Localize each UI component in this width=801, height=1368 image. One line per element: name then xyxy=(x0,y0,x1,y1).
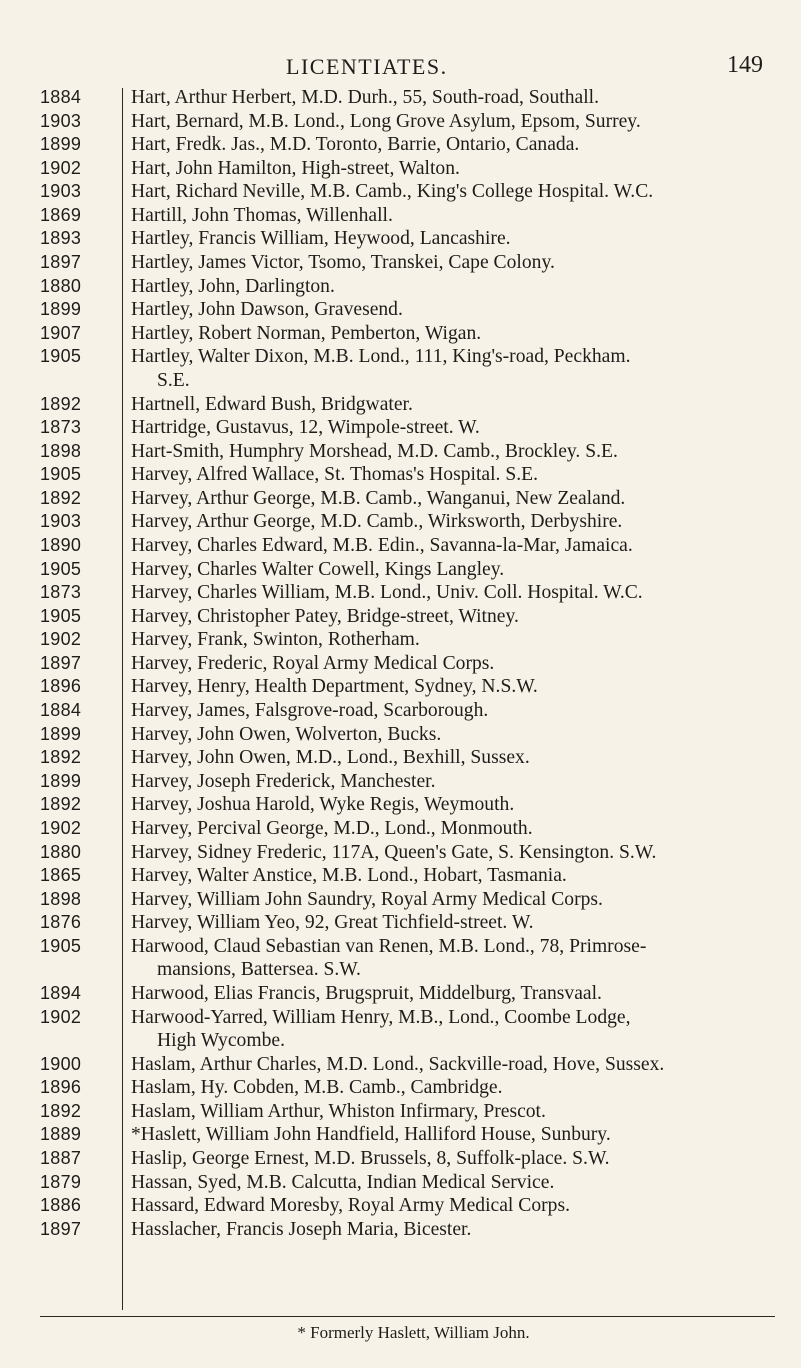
entry-text: Harvey, William John Saundry, Royal Army Medical Corps. xyxy=(131,888,603,910)
entry-line xyxy=(0,1053,801,1077)
entry-line xyxy=(0,1147,801,1171)
list-item xyxy=(0,322,801,346)
entry-year: 1902 xyxy=(40,629,82,650)
entry-text: Hartley, Robert Norman, Pemberton, Wigan. xyxy=(131,322,482,344)
entry-year: 1900 xyxy=(40,1053,82,1074)
entry-text: Hart, Richard Neville, M.B. Camb., King's College Hospital. W.C. xyxy=(131,181,654,203)
entry-year: 1902 xyxy=(40,817,82,838)
entry-text: Hartnell, Edward Bush, Bridgwater. xyxy=(131,393,413,415)
entry-year: 1890 xyxy=(40,534,82,555)
entry-text: Hartley, James Victor, Tsomo, Transkei, Cape Colony. xyxy=(131,252,555,274)
entry-line xyxy=(0,888,801,912)
entry-year: 1899 xyxy=(40,299,82,320)
list-item xyxy=(0,1123,801,1147)
list-item xyxy=(0,675,801,699)
list-item xyxy=(0,416,801,440)
entry-text: Hartley, Francis William, Heywood, Lancashire. xyxy=(131,228,511,250)
list-item xyxy=(0,770,801,794)
entry-year: 1880 xyxy=(40,841,82,862)
list-item xyxy=(0,841,801,865)
running-head: LICENTIATES. xyxy=(286,54,448,79)
entry-line xyxy=(0,416,801,440)
entry-text: Harvey, James, Falsgrove-road, Scarborough. xyxy=(131,700,489,722)
list-item xyxy=(0,510,801,534)
entry-year: 1907 xyxy=(40,322,82,343)
entry-year: 1905 xyxy=(40,558,82,579)
entry-text: Haslip, George Ernest, M.D. Brussels, 8, Suffolk-place. S.W. xyxy=(131,1148,610,1170)
entry-year: 1873 xyxy=(40,417,82,438)
entry-line xyxy=(0,1123,801,1147)
entry-year: 1873 xyxy=(40,582,82,603)
entry-line xyxy=(0,935,801,959)
list-item xyxy=(0,864,801,888)
entry-text: Hartley, John Dawson, Gravesend. xyxy=(131,299,403,321)
entry-text: Harwood, Elias Francis, Brugspruit, Middelburg, Transvaal. xyxy=(131,982,602,1004)
entry-text: Harwood-Yarred, William Henry, M.B., Lond., Coombe Lodge, xyxy=(131,1006,631,1028)
entry-year: 1892 xyxy=(40,1100,82,1121)
list-item xyxy=(0,463,801,487)
footnote: * Formerly Haslett, William John. xyxy=(297,1323,530,1342)
entry-text: Harvey, Joshua Harold, Wyke Regis, Weymouth. xyxy=(131,794,515,816)
entry-year: 1903 xyxy=(40,181,82,202)
list-item xyxy=(0,888,801,912)
entry-line xyxy=(0,227,801,251)
entry-year: 1903 xyxy=(40,511,82,532)
entry-line xyxy=(0,723,801,747)
entry-year: 1897 xyxy=(40,252,82,273)
entry-year: 1892 xyxy=(40,747,82,768)
entry-line xyxy=(0,86,801,110)
list-item xyxy=(0,204,801,228)
entry-year: 1899 xyxy=(40,723,82,744)
entry-text: Hartley, John, Darlington. xyxy=(131,275,335,297)
list-item xyxy=(0,1006,801,1053)
entry-text: Harvey, Arthur George, M.D. Camb., Wirksworth, Derbyshire. xyxy=(131,511,623,533)
entry-year: 1865 xyxy=(40,865,82,886)
list-item xyxy=(0,793,801,817)
entry-line xyxy=(0,841,801,865)
entry-line xyxy=(0,558,801,582)
entry-year: 1879 xyxy=(40,1171,82,1192)
list-item xyxy=(0,345,801,392)
entry-line xyxy=(0,440,801,464)
entry-text: Harvey, Percival George, M.D., Lond., Monmouth. xyxy=(131,817,533,839)
list-item xyxy=(0,699,801,723)
entry-text: Harvey, Alfred Wallace, St. Thomas's Hospital. S.E. xyxy=(131,464,538,486)
entry-year: 1898 xyxy=(40,888,82,909)
entry-year: 1899 xyxy=(40,770,82,791)
list-item xyxy=(0,1171,801,1195)
entry-text: Harvey, John Owen, Wolverton, Bucks. xyxy=(131,723,442,745)
entry-line xyxy=(0,393,801,417)
entry-line xyxy=(0,110,801,134)
entry-year: 1903 xyxy=(40,110,82,131)
entry-line xyxy=(0,628,801,652)
list-item xyxy=(0,1218,801,1242)
entry-line xyxy=(0,133,801,157)
list-item xyxy=(0,227,801,251)
entry-year: 1892 xyxy=(40,794,82,815)
entry-text: Hasslacher, Francis Joseph Maria, Bicester. xyxy=(131,1218,472,1240)
list-item xyxy=(0,628,801,652)
entry-text: High Wycombe. xyxy=(157,1030,285,1052)
list-item xyxy=(0,180,801,204)
entry-text: Harvey, Charles William, M.B. Lond., Univ. Coll. Hospital. W.C. xyxy=(131,582,643,604)
list-item xyxy=(0,86,801,110)
entry-text: Hartley, Walter Dixon, M.B. Lond., 111, King's-road, Peckham. xyxy=(131,346,631,368)
list-item xyxy=(0,157,801,181)
entry-text: Hart, Fredk. Jas., M.D. Toronto, Barrie, Ontario, Canada. xyxy=(131,134,580,156)
entry-text: Harvey, John Owen, M.D., Lond., Bexhill, Sussex. xyxy=(131,747,530,769)
entry-year: 1898 xyxy=(40,440,82,461)
entry-year: 1886 xyxy=(40,1195,82,1216)
entry-year: 1897 xyxy=(40,652,82,673)
entry-text: Hartill, John Thomas, Willenhall. xyxy=(131,204,393,226)
list-item xyxy=(0,581,801,605)
entry-text: Harvey, Christopher Patey, Bridge-street, Witney. xyxy=(131,605,519,627)
entry-line xyxy=(0,1100,801,1124)
list-item xyxy=(0,723,801,747)
list-item xyxy=(0,746,801,770)
list-item xyxy=(0,911,801,935)
entry-text: Hartridge, Gustavus, 12, Wimpole-street. W. xyxy=(131,417,480,439)
entry-line xyxy=(0,1194,801,1218)
entry-continuation-line xyxy=(0,958,801,982)
page-number: 149 xyxy=(727,52,763,78)
entry-line xyxy=(0,204,801,228)
list-item xyxy=(0,393,801,417)
list-item xyxy=(0,298,801,322)
entry-line xyxy=(0,322,801,346)
footnote-rule xyxy=(40,1316,775,1317)
entry-line xyxy=(0,675,801,699)
entry-line xyxy=(0,699,801,723)
entry-text: Harvey, Frederic, Royal Army Medical Corps. xyxy=(131,652,495,674)
entry-text: Harvey, Frank, Swinton, Rotherham. xyxy=(131,629,420,651)
entry-text: Hassard, Edward Moresby, Royal Army Medical Corps. xyxy=(131,1195,570,1217)
list-item xyxy=(0,251,801,275)
entry-year: 1894 xyxy=(40,982,82,1003)
entry-line xyxy=(0,345,801,369)
entry-continuation-line xyxy=(0,1029,801,1053)
list-item xyxy=(0,487,801,511)
entry-line xyxy=(0,793,801,817)
entry-year: 1893 xyxy=(40,228,82,249)
entry-line xyxy=(0,911,801,935)
entry-line xyxy=(0,1171,801,1195)
list-item xyxy=(0,1147,801,1171)
list-item xyxy=(0,275,801,299)
entry-year: 1892 xyxy=(40,393,82,414)
entry-text: Harwood, Claud Sebastian van Renen, M.B. Lond., 78, Primrose- xyxy=(131,935,647,957)
entry-year: 1905 xyxy=(40,346,82,367)
entry-line xyxy=(0,605,801,629)
entry-line xyxy=(0,770,801,794)
entry-year: 1899 xyxy=(40,134,82,155)
entry-year: 1905 xyxy=(40,935,82,956)
entry-text: Harvey, Sidney Frederic, 117A, Queen's Gate, S. Kensington. S.W. xyxy=(131,841,657,863)
entry-year: 1869 xyxy=(40,204,82,225)
entry-line xyxy=(0,463,801,487)
list-item xyxy=(0,558,801,582)
entry-line xyxy=(0,180,801,204)
entry-year: 1896 xyxy=(40,676,82,697)
entry-line xyxy=(0,157,801,181)
entry-text: Harvey, Walter Anstice, M.B. Lond., Hobart, Tasmania. xyxy=(131,865,567,887)
entry-text: Harvey, Joseph Frederick, Manchester. xyxy=(131,770,436,792)
entry-line xyxy=(0,982,801,1006)
entry-text: Harvey, Arthur George, M.B. Camb., Wanganui, New Zealand. xyxy=(131,487,626,509)
entry-text: Harvey, Charles Walter Cowell, Kings Langley. xyxy=(131,558,505,580)
entry-line xyxy=(0,275,801,299)
entry-text: Harvey, Henry, Health Department, Sydney, N.S.W. xyxy=(131,676,538,698)
list-item xyxy=(0,982,801,1006)
entry-line xyxy=(0,1076,801,1100)
entry-year: 1884 xyxy=(40,87,82,107)
entry-year: 1880 xyxy=(40,275,82,296)
entry-line xyxy=(0,581,801,605)
list-item xyxy=(0,440,801,464)
entry-year: 1905 xyxy=(40,605,82,626)
list-item xyxy=(0,1053,801,1077)
entry-line xyxy=(0,652,801,676)
entry-year: 1897 xyxy=(40,1218,82,1239)
list-item xyxy=(0,1076,801,1100)
list-item xyxy=(0,1194,801,1218)
entry-line xyxy=(0,817,801,841)
entry-text: Haslam, William Arthur, Whiston Infirmary, Prescot. xyxy=(131,1100,546,1122)
entry-text: Harvey, William Yeo, 92, Great Tichfield-street. W. xyxy=(131,912,534,934)
entry-year: 1902 xyxy=(40,1006,82,1027)
list-item xyxy=(0,817,801,841)
entry-year: 1892 xyxy=(40,487,82,508)
entry-text: Hart, John Hamilton, High-street, Walton. xyxy=(131,157,460,179)
entry-text: Hart-Smith, Humphry Morshead, M.D. Camb., Brockley. S.E. xyxy=(131,440,618,462)
entry-text: Harvey, Charles Edward, M.B. Edin., Savanna-la-Mar, Jamaica. xyxy=(131,534,633,556)
list-item xyxy=(0,534,801,558)
licentiates-list xyxy=(0,86,801,1241)
entry-year: 1896 xyxy=(40,1077,82,1098)
entry-line xyxy=(0,510,801,534)
entry-line xyxy=(0,487,801,511)
list-item xyxy=(0,935,801,982)
list-item xyxy=(0,133,801,157)
entry-continuation-line xyxy=(0,369,801,393)
entry-text: Hart, Arthur Herbert, M.D. Durh., 55, South-road, Southall. xyxy=(131,87,600,108)
list-item xyxy=(0,110,801,134)
entry-year: 1905 xyxy=(40,464,82,485)
entry-text: Hassan, Syed, M.B. Calcutta, Indian Medical Service. xyxy=(131,1171,555,1193)
entry-year: 1902 xyxy=(40,157,82,178)
entry-text: Hart, Bernard, M.B. Lond., Long Grove Asylum, Epsom, Surrey. xyxy=(131,110,641,132)
entry-year: 1889 xyxy=(40,1124,82,1145)
list-item xyxy=(0,605,801,629)
list-item xyxy=(0,1100,801,1124)
entry-line xyxy=(0,298,801,322)
entry-year: 1887 xyxy=(40,1148,82,1169)
entry-line xyxy=(0,746,801,770)
entry-text: S.E. xyxy=(157,369,190,391)
entry-text: *Haslett, William John Handfield, Halliford House, Sunbury. xyxy=(131,1124,611,1146)
page-header xyxy=(0,52,801,86)
entry-year: 1876 xyxy=(40,912,82,933)
entry-line xyxy=(0,251,801,275)
entry-line xyxy=(0,1006,801,1030)
entry-year: 1884 xyxy=(40,700,82,721)
entry-line xyxy=(0,1218,801,1242)
entry-text: Haslam, Arthur Charles, M.D. Lond., Sackville-road, Hove, Sussex. xyxy=(131,1053,665,1075)
list-item xyxy=(0,652,801,676)
entry-line xyxy=(0,534,801,558)
entry-line xyxy=(0,864,801,888)
entry-text: Haslam, Hy. Cobden, M.B. Camb., Cambridge. xyxy=(131,1077,503,1099)
entry-text: mansions, Battersea. S.W. xyxy=(157,959,361,981)
